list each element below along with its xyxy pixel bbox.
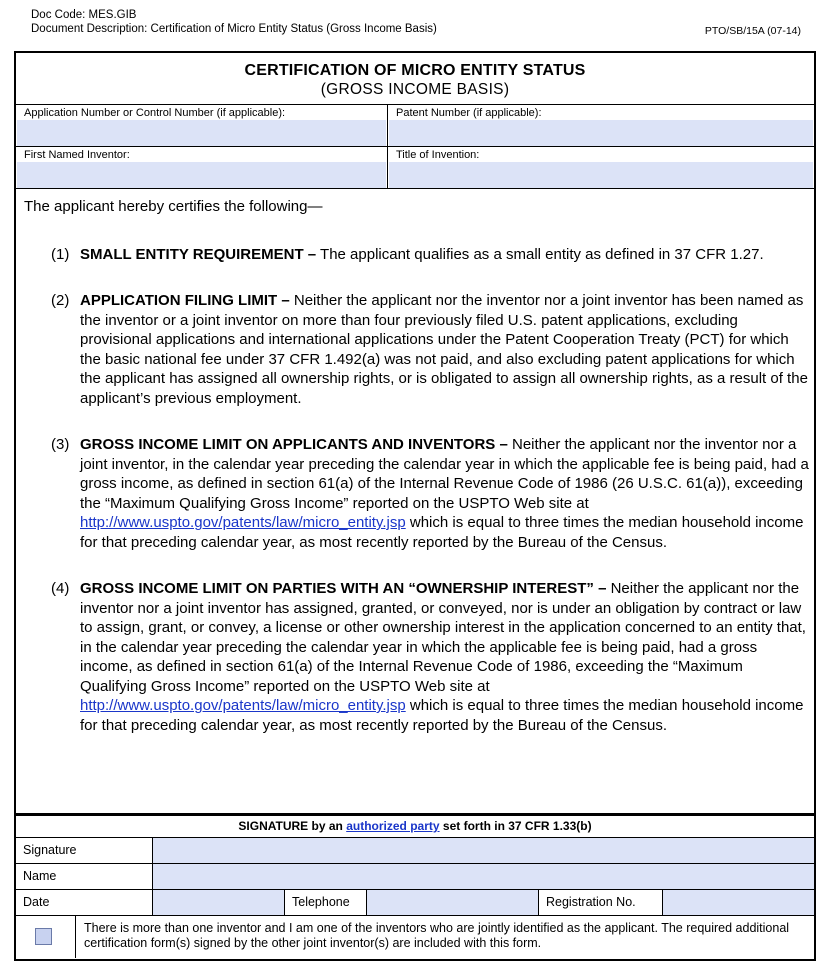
item-text: The applicant qualifies as a small entity as defined in 37 CFR 1.27. <box>316 245 764 263</box>
form-title: CERTIFICATION OF MICRO ENTITY STATUS <box>244 62 586 79</box>
item-number: (1) <box>51 245 70 263</box>
item-text-continued: which is equal to three times the median household income for that preceding calendar year, as most recently reported by the Bureau of the Census. <box>80 697 804 734</box>
name-label: Name <box>23 869 57 883</box>
item-heading: GROSS INCOME LIMIT ON PARTIES WITH AN “OWNERSHIP INTEREST” – <box>80 580 607 597</box>
requirement-item-1 <box>24 245 809 265</box>
invention-title-input[interactable] <box>389 162 813 188</box>
item-heading: GROSS INCOME LIMIT ON APPLICANTS AND INVENTORS – <box>80 436 508 453</box>
document-header <box>31 8 437 36</box>
signature-title-text: SIGNATURE by an <box>238 819 347 833</box>
doc-code: Doc Code: MES.GIB <box>31 9 137 21</box>
item-heading: APPLICATION FILING LIMIT – <box>80 292 290 309</box>
checkbox-cell <box>16 916 76 958</box>
signature-label: Signature <box>23 843 77 857</box>
first-inventor-label: First Named Inventor: <box>24 149 130 161</box>
first-inventor-input[interactable] <box>17 162 386 188</box>
item-text-continued: which is equal to three times the median household income for that preceding calendar year, as most recently reported by the Bureau of the Census. <box>80 514 804 551</box>
application-number-field <box>16 105 388 146</box>
item-text: Neither the applicant nor the inventor nor a joint inventor has been named as the inventor or a joint inventor on more than four previously filed U.S. patent applications, excluding provisional applications and international applications under the Patent Cooperation Treaty (PCT) for which the basic national fee under 37 CFR 1.492(a) was not paid, and also excluding patent applications for which the applicant has assigned all ownership rights, or is obligated to assign all ownership rights, as a result of the applicant’s previous employment. <box>80 292 808 407</box>
application-info-row <box>16 105 814 147</box>
item-number: (3) <box>51 436 70 453</box>
requirement-item-4 <box>24 579 809 735</box>
form-subtitle: (GROSS INCOME BASIS) <box>320 81 510 98</box>
registration-input[interactable] <box>662 890 814 915</box>
certification-body <box>24 197 809 735</box>
patent-number-input[interactable] <box>389 120 813 146</box>
telephone-label: Telephone <box>284 890 366 915</box>
item-number: (2) <box>51 292 70 309</box>
signature-input[interactable] <box>152 838 814 863</box>
patent-number-field <box>388 105 814 146</box>
signature-section <box>16 813 814 958</box>
joint-inventor-row <box>16 916 814 958</box>
item-text: Neither the applicant nor the inventor nor a joint inventor, in the calendar year preceding the calendar year in which the applicable fee is being paid, had a gross income, as defined in section 61(a) of the Internal Revenue Code of 1986 (26 U.S.C. 61(a)), exceeding the “Maximum Qualifying Gross Income” reported on the USPTO Web site at <box>80 436 809 512</box>
application-number-input[interactable] <box>17 120 386 146</box>
date-input[interactable] <box>152 890 284 915</box>
item-text: Neither the applicant nor the inventor nor a joint inventor has assigned, granted, or conveyed, nor is under an obligation by contract or law to assign, grant, or convey, a license or other ownership interest in the application concerned to an entity that, in the calendar year preceding the calendar year in which the applicable fee is being paid, had a gross income, as defined in section 61(a) of the Internal Revenue Code of 1986, exceeding the “Maximum Qualifying Gross Income” reported on the USPTO Web site at <box>80 580 806 695</box>
form-title-box <box>16 53 814 105</box>
patent-number-label: Patent Number (if applicable): <box>396 107 542 119</box>
signature-row <box>16 838 814 864</box>
item-heading: SMALL ENTITY REQUIREMENT – <box>80 245 317 263</box>
signature-title <box>16 816 814 838</box>
name-input[interactable] <box>152 864 814 889</box>
inventor-info-row <box>16 147 814 189</box>
requirement-item-3 <box>24 435 809 552</box>
first-inventor-field <box>16 147 388 188</box>
joint-inventor-checkbox[interactable] <box>35 928 52 945</box>
date-phone-row <box>16 890 814 916</box>
micro-entity-link[interactable]: http://www.uspto.gov/patents/law/micro_entity.jsp <box>80 697 406 714</box>
micro-entity-link[interactable]: http://www.uspto.gov/patents/law/micro_entity.jsp <box>80 514 406 531</box>
intro-text: The applicant hereby certifies the following— <box>24 198 323 215</box>
telephone-input[interactable] <box>366 890 538 915</box>
joint-inventor-text: There is more than one inventor and I am one of the inventors who are jointly identified as the applicant. The required additional certification form(s) signed by the other joint inventor(s) are included with this form. <box>84 921 790 950</box>
registration-label: Registration No. <box>538 890 662 915</box>
doc-description: Document Description: Certification of Micro Entity Status (Gross Income Basis) <box>31 23 437 35</box>
authorized-party-link[interactable]: authorized party <box>346 819 440 833</box>
invention-title-label: Title of Invention: <box>396 149 480 161</box>
requirement-item-2 <box>24 291 809 408</box>
form-number: PTO/SB/15A (07-14) <box>704 25 801 37</box>
item-number: (4) <box>51 580 70 597</box>
micro-entity-form <box>14 51 816 961</box>
invention-title-field <box>388 147 814 188</box>
name-row <box>16 864 814 890</box>
signature-title-suffix: set forth in 37 CFR 1.33(b) <box>439 819 592 833</box>
date-label: Date <box>23 895 50 909</box>
application-number-label: Application Number or Control Number (if applicable): <box>24 107 286 119</box>
